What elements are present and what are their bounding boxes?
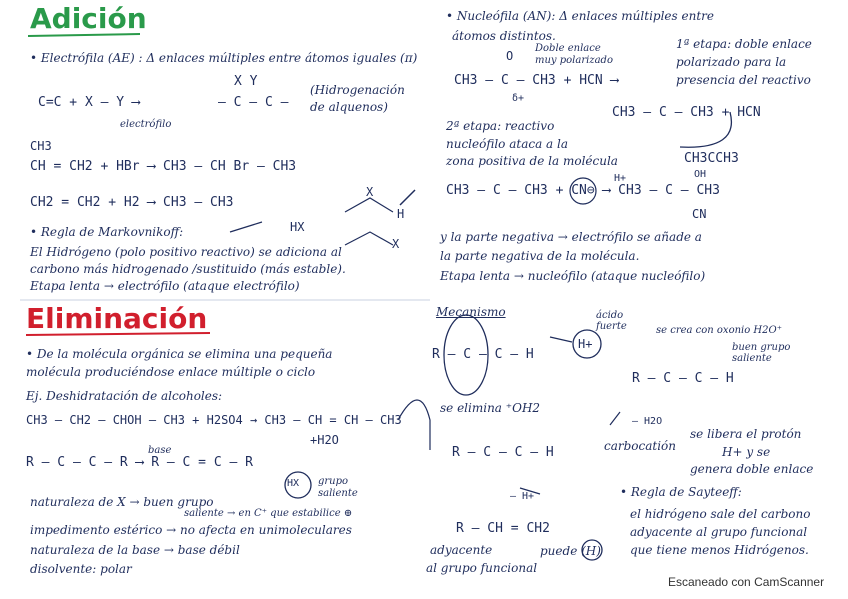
mech-hplus: H+ [578,337,593,351]
nucleofila-header2: átomos distintos. [452,29,556,43]
camscanner-watermark: Escaneado con CamScanner [668,575,825,589]
polarizado-label: muy polarizado [535,55,613,66]
elim-desc1: • De la molécula orgánica se elimina una pequeña [26,347,333,361]
reaction3: CH2 = CH2 + H2 ⟶ CH3 – CH3 [30,195,234,210]
grupo-saliente-label: grupo saliente [318,476,358,499]
elim-impedimento: impedimento estérico → no afecta en unimoleculares [30,523,352,537]
carbocation-structure: R – C – C – H [452,445,554,460]
libera-l1: se libera el protón [690,427,802,441]
final-line1: y la parte negativa → electrófilo se añade a [440,230,702,244]
h-plus-label: H+ [614,173,627,184]
elim-disolvente: disolvente: polar [30,562,132,576]
x-top: X [366,185,374,199]
se-elimina: se elimina ⁺OH2 [440,401,541,415]
mech-structure: R – C – C – H [432,347,534,362]
minus-h2o: – H2O [632,416,663,427]
x-bottom: X [392,237,400,251]
electrofilo-label: electrófilo [120,119,172,130]
electrofila-header: • Electrófila (AE) : Δ enlaces múltiples entre átomos iguales (π) [30,51,418,65]
sayteeff-l2: adyacente al grupo funcional [630,525,808,539]
adyacente-label: adyacente [430,543,493,557]
mecanismo-title: Mecanismo [436,305,506,319]
base-label: base [148,445,172,456]
cn-label: CN [692,207,707,221]
elim-nat-x: naturaleza de X → buen grupo [30,495,214,509]
al-grupo-label: al grupo funcional [426,561,538,575]
mech-product: R – CH = CH2 [456,521,550,536]
final-line2: la parte negativa de la molécula. [440,249,640,263]
hidrogenacion-note: (Hidrogenación de alquenos) [310,83,405,114]
etapa1-line2: polarizado para la [676,55,787,69]
reaction1-top: X Y [234,74,258,89]
libera-l3: genera doble enlace [690,462,814,476]
elim-nat-base: naturaleza de la base → base débil [30,543,240,557]
reaction2: CH = CH2 + HBr ⟶ CH3 – CH Br – CH3 [30,159,297,174]
markovnikoff-title: • Regla de Markovnikoff: [30,225,184,239]
libera-l2: H+ y se [722,445,771,459]
markovnikoff-hx: HX [290,220,305,234]
markovnikoff-line2: carbono más hidrogenado /sustituido (más estable). [30,262,346,276]
markovnikoff-line3: Etapa lenta → electrófilo (ataque electrófilo) [30,279,300,293]
acido-fuerte: ácido fuerte [596,310,627,332]
o-top: O [506,49,514,63]
h-label: H [397,207,405,221]
sayteeff-l1: el hidrógeno sale del carbono [630,507,811,521]
oxonio-note: se crea con oxonio H2O⁺ [656,325,782,336]
elim-ej: Ej. Deshidratación de alcoholes: [26,389,223,403]
buen-grupo: buen grupo saliente [732,342,791,364]
puede-h-label: puede (H) [540,544,601,558]
reaction1-right: – C – C – [218,95,289,110]
product-short: CH3CCH3 [684,151,739,166]
nucleofila-reaction2: CH3 – C – CH3 + CN⊖ ⟶ CH3 – C – CH3 [446,183,720,198]
nucleofila-reaction1: CH3 – C – CH3 + HCN ⟶ [454,73,619,88]
etapa2-line2: nucleófilo ataca a la [446,137,569,151]
doble-enlace-label: Doble enlace [535,43,601,54]
elim-reaction: CH3 – CH2 – CHOH – CH3 + H2SO4 → CH3 – CH = CH – CH3 [26,413,402,427]
final-line3: Etapa lenta → nucleófilo (ataque nucleófilo) [440,269,706,283]
sayteeff-l3: que tiene menos Hidrógenos. [630,543,809,557]
carbocation-label: carbocatión [604,439,677,453]
mech-oxonium-structure: R – C – C – H [632,371,734,386]
etapa1-title: 1ª etapa: doble enlace [676,37,812,51]
eliminacion-title: Eliminación [26,302,208,335]
elim-nat-x2: saliente → en C⁺ que estabilice ⊕ [184,508,353,519]
etapa1-line3: presencia del reactivo [676,73,811,87]
elim-general: R – C – C – R ⟶ R – C = C – R [26,455,253,470]
elim-h2o: +H2O [310,433,339,447]
oh-label: OH [694,169,707,180]
elim-hx: HX [287,478,300,489]
adicion-title: Adición [30,2,147,35]
delta-plus: δ+ [512,93,525,104]
markovnikoff-line1: El Hidrógeno (polo positivo reactivo) se adiciona al [30,245,342,259]
sayteeff-title: • Regla de Sayteeff: [620,485,742,499]
elim-desc2: molécula produciéndose enlace múltiple o ciclo [26,365,316,379]
ch3-label: CH3 [30,139,52,153]
minus-hplus: – H+ [510,491,535,502]
etapa2-title: 2ª etapa: reactivo [446,119,555,133]
reaction1-left: C=C + X – Y ⟶ [38,95,140,110]
nucleofila-intermediate: CH3 – C – CH3 + HCN [612,105,761,120]
etapa2-line3: zona positiva de la molécula [446,154,618,168]
nucleofila-header: • Nucleófila (AN): Δ enlaces múltiples entre [446,9,714,23]
